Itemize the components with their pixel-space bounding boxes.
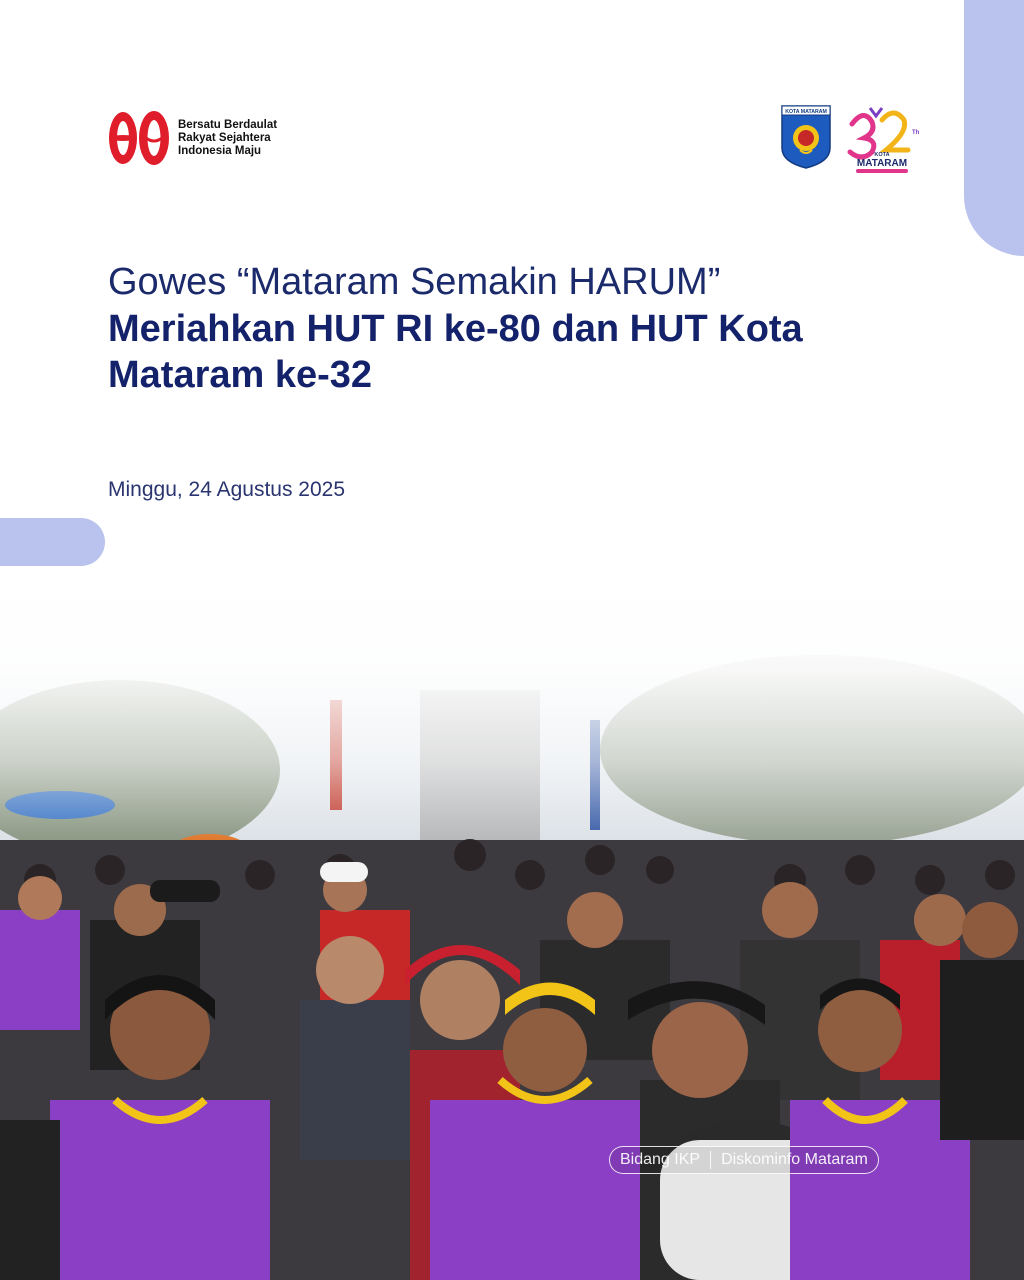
svg-text:KOTA: KOTA	[874, 152, 890, 158]
tagline-line: Indonesia Maju	[178, 144, 262, 157]
partner-logos	[780, 104, 918, 174]
photo-credit-watermark	[609, 1146, 879, 1174]
credit-separator	[710, 1151, 711, 1169]
logo-80-mark	[106, 108, 172, 168]
credit-left: Bidang IKP	[620, 1151, 701, 1168]
hut-mataram-32-logo	[846, 104, 918, 174]
kota-mataram-shield-icon	[780, 104, 832, 170]
svg-text:Th: Th	[912, 130, 920, 136]
side-decoration-left	[0, 518, 105, 566]
svg-text:MATARAM: MATARAM	[856, 158, 908, 169]
hut-ri-80-logo	[106, 108, 277, 168]
headline-line-2: Meriahkan HUT RI ke-80 dan HUT Kota Mataram ke-32	[108, 308, 803, 396]
corner-decoration-top-right	[964, 0, 1024, 256]
tagline-line: Bersatu Berdaulat	[178, 118, 278, 131]
photo-top-fade	[0, 580, 1024, 840]
logo-80-tagline	[178, 119, 277, 158]
headline-line-1: Gowes “Mataram Semakin HARUM”	[108, 261, 721, 303]
event-date: Minggu, 24 Agustus 2025	[108, 478, 346, 501]
svg-text:KOTA MATARAM: KOTA MATARAM	[785, 109, 827, 115]
credit-right: Diskominfo Mataram	[721, 1151, 868, 1168]
tagline-line: Rakyat Sejahtera	[178, 131, 271, 144]
